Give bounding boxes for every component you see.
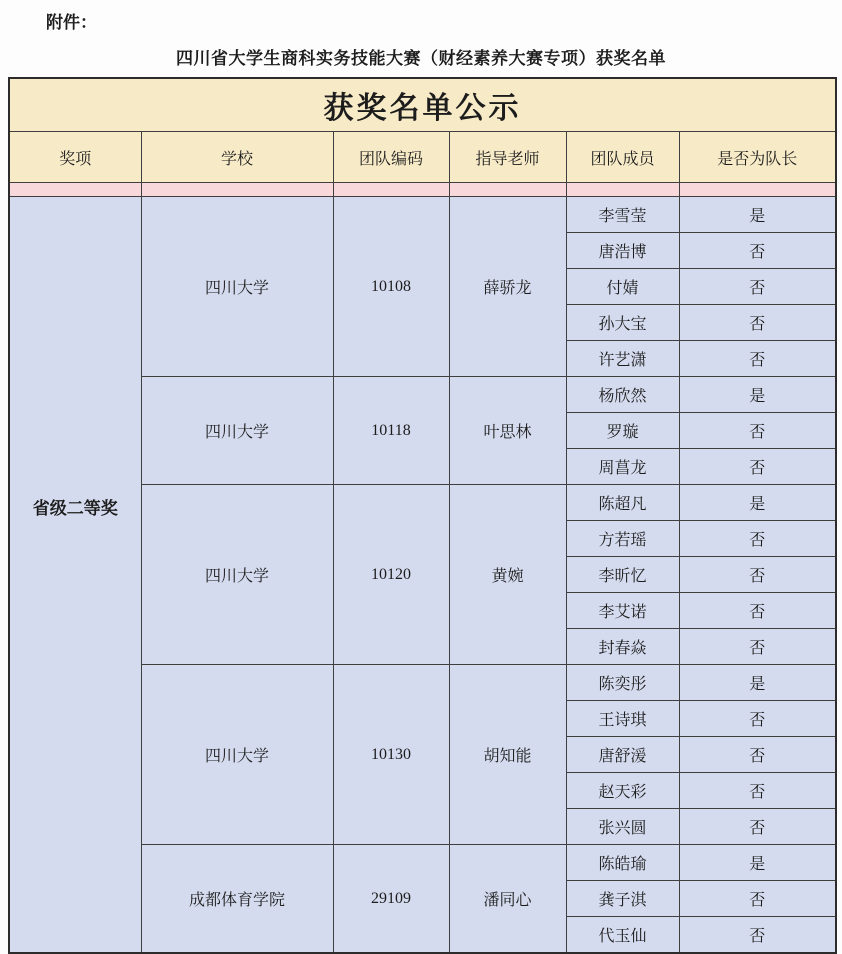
captain-cell: 否 <box>679 629 836 665</box>
team-code-cell: 10108 <box>333 197 449 377</box>
captain-cell: 否 <box>679 557 836 593</box>
member-name-cell: 陈奕彤 <box>566 665 679 701</box>
captain-cell: 否 <box>679 701 836 737</box>
captain-cell: 否 <box>679 449 836 485</box>
pink-divider-row <box>9 183 836 197</box>
captain-cell: 是 <box>679 845 836 881</box>
member-name-cell: 李雪莹 <box>566 197 679 233</box>
captain-cell: 否 <box>679 917 836 954</box>
column-header-award: 奖项 <box>9 132 141 183</box>
advisor-cell: 叶思林 <box>449 377 566 485</box>
member-name-cell: 王诗琪 <box>566 701 679 737</box>
team-code-cell: 10130 <box>333 665 449 845</box>
member-name-cell: 赵天彩 <box>566 773 679 809</box>
pink-divider-cell <box>141 183 333 197</box>
captain-cell: 是 <box>679 197 836 233</box>
school-cell: 四川大学 <box>141 197 333 377</box>
member-name-cell: 封春焱 <box>566 629 679 665</box>
column-header-members: 团队成员 <box>566 132 679 183</box>
team-code-cell: 10120 <box>333 485 449 665</box>
member-name-cell: 李昕忆 <box>566 557 679 593</box>
member-name-cell: 唐舒湲 <box>566 737 679 773</box>
member-name-cell: 龚子淇 <box>566 881 679 917</box>
captain-cell: 否 <box>679 413 836 449</box>
award-cell <box>9 197 141 954</box>
advisor-cell: 胡知能 <box>449 665 566 845</box>
banner-title: 获奖名单公示 <box>9 78 836 132</box>
captain-cell: 是 <box>679 485 836 521</box>
banner-row <box>9 78 836 132</box>
document-title: 四川省大学生商科实务技能大赛（财经素养大赛专项）获奖名单 <box>176 49 666 68</box>
advisor-cell: 黄婉 <box>449 485 566 665</box>
school-cell: 成都体育学院 <box>141 845 333 954</box>
member-name-cell: 付婧 <box>566 269 679 305</box>
captain-cell: 否 <box>679 341 836 377</box>
member-name-cell: 李艾诺 <box>566 593 679 629</box>
member-name-cell: 张兴圆 <box>566 809 679 845</box>
captain-cell: 否 <box>679 809 836 845</box>
advisor-cell: 潘同心 <box>449 845 566 954</box>
captain-cell: 否 <box>679 737 836 773</box>
pink-divider-cell <box>566 183 679 197</box>
school-cell: 四川大学 <box>141 485 333 665</box>
member-name-cell: 陈超凡 <box>566 485 679 521</box>
award-label: 省级二等奖 <box>32 498 118 518</box>
column-header-is-captain: 是否为队长 <box>679 132 836 183</box>
table-body <box>9 197 836 954</box>
team-code-cell: 29109 <box>333 845 449 954</box>
member-name-cell: 周菖龙 <box>566 449 679 485</box>
captain-cell: 否 <box>679 305 836 341</box>
school-cell: 四川大学 <box>141 665 333 845</box>
captain-cell: 否 <box>679 881 836 917</box>
member-name-cell: 唐浩博 <box>566 233 679 269</box>
captain-cell: 是 <box>679 665 836 701</box>
captain-cell: 是 <box>679 377 836 413</box>
member-name-cell: 杨欣然 <box>566 377 679 413</box>
member-name-cell: 许艺潇 <box>566 341 679 377</box>
captain-cell: 否 <box>679 593 836 629</box>
school-cell: 四川大学 <box>141 377 333 485</box>
column-header-advisor: 指导老师 <box>449 132 566 183</box>
column-header-school: 学校 <box>141 132 333 183</box>
member-name-cell: 方若瑶 <box>566 521 679 557</box>
member-name-cell: 陈皓瑜 <box>566 845 679 881</box>
team-code-cell: 10118 <box>333 377 449 485</box>
captain-cell: 否 <box>679 521 836 557</box>
captain-cell: 否 <box>679 269 836 305</box>
member-name-cell: 孙大宝 <box>566 305 679 341</box>
captain-cell: 否 <box>679 233 836 269</box>
pink-divider-cell <box>9 183 141 197</box>
member-name-cell: 代玉仙 <box>566 917 679 954</box>
member-name-cell: 罗璇 <box>566 413 679 449</box>
awards-table <box>8 77 837 954</box>
advisor-cell: 薛骄龙 <box>449 197 566 377</box>
table-row <box>9 197 836 233</box>
captain-cell: 否 <box>679 773 836 809</box>
pink-divider-cell <box>679 183 836 197</box>
attachment-label: 附件： <box>46 13 97 32</box>
pink-divider-cell <box>449 183 566 197</box>
column-header-team-code: 团队编码 <box>333 132 449 183</box>
column-header-row <box>9 132 836 183</box>
pink-divider-cell <box>333 183 449 197</box>
